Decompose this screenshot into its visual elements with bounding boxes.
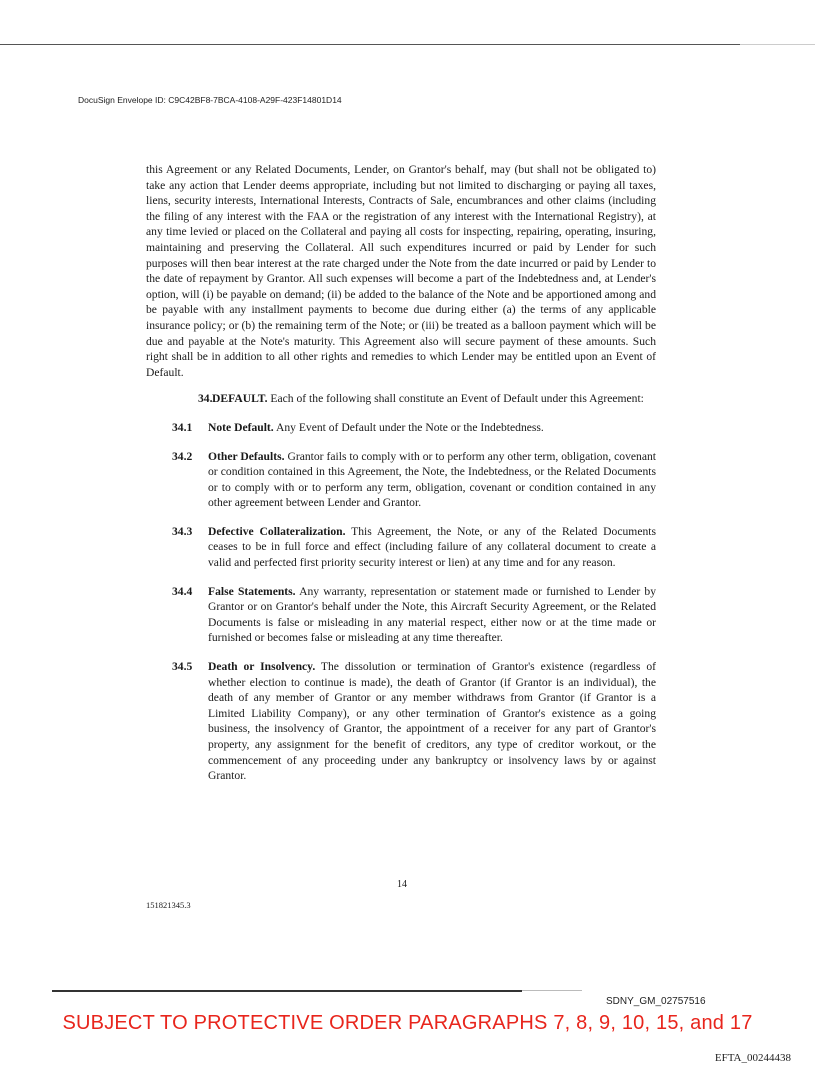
clause-title: Death or Insolvency. xyxy=(208,660,316,674)
top-divider xyxy=(0,44,740,45)
clause-34-3 xyxy=(146,524,656,571)
docusign-envelope-id: DocuSign Envelope ID: C9C42BF8-7BCA-4108-A29F-423F14801D14 xyxy=(78,95,342,105)
clause-title: Note Default. xyxy=(208,420,274,434)
clause-text: Grantor fails to comply with or to perform any other term, obligation, covenant or condition contained in this Agreement, the Note, the Indebtedness, or the Related Documents or to comply with or to perform any term, obligation, covenant or condition contained in any other agreement between Lender and Grantor. xyxy=(208,449,656,510)
clause-number: 34.3 xyxy=(172,524,193,538)
clause-34-4 xyxy=(146,584,656,646)
clause-number: 34.5 xyxy=(172,660,193,674)
section-number: 34. xyxy=(198,392,213,406)
document-id: 151821345.3 xyxy=(146,900,191,910)
top-divider-faint xyxy=(740,44,815,45)
section-text: Each of the following shall constitute an Event of Default under this Agreement: xyxy=(270,392,644,406)
clause-number: 34.2 xyxy=(172,449,193,463)
bates-number: SDNY_GM_02757516 xyxy=(606,996,706,1007)
clause-text: This Agreement, the Note, or any of the Related Documents ceases to be in full force and effect (including failure of any collateral document to create a valid and perfected first priority security interest or lien) at any time and for any reason. xyxy=(208,524,656,570)
efta-number: EFTA_00244438 xyxy=(714,1052,791,1064)
clause-title: Defective Collateralization. xyxy=(208,524,346,538)
section-title: DEFAULT. xyxy=(212,392,268,406)
clause-title: False Statements. xyxy=(208,584,296,598)
bottom-divider xyxy=(52,990,522,992)
clause-34-2 xyxy=(146,449,656,511)
clause-text: Any Event of Default under the Note or the Indebtedness. xyxy=(275,420,544,434)
clause-number: 34.1 xyxy=(172,420,193,434)
bottom-divider-faint xyxy=(522,990,582,991)
clause-text: Any warranty, representation or statement made or furnished to Lender by Grantor or on Grantor's behalf under the Note, this Aircraft Security Agreement, or the Related Documents is false or misleading in any material respect, either now or at the time made or furnished or becomes false or misleading at any time thereafter. xyxy=(208,584,656,645)
clause-number: 34.4 xyxy=(172,584,193,598)
section-34-heading xyxy=(146,391,656,407)
protective-order-banner: SUBJECT TO PROTECTIVE ORDER PARAGRAPHS 7, 8, 9, 10, 15, and 17 xyxy=(62,1012,753,1034)
clause-34-1 xyxy=(146,420,656,436)
document-body xyxy=(146,162,656,797)
clause-title: Other Defaults. xyxy=(208,449,285,463)
clause-34-5 xyxy=(146,659,656,784)
page-number: 14 xyxy=(397,879,407,890)
clause-text: The dissolution or termination of Grantor's existence (regardless of whether election to continue is made), the death of Grantor (if Grantor is an individual), the death of any member of Grantor or any member withdraws from Grantor (if Grantor is a Limited Liability Company), or any other termination of Grantor's existence as a going business, the insolvency of Grantor, the appointment of a receiver for any part of Grantor's property, any assignment for the benefit of creditors, any type of creditor workout, or the commencement of any proceeding under any bankruptcy or insolvency laws by or against Grantor. xyxy=(208,660,656,783)
intro-paragraph: this Agreement or any Related Documents, Lender, on Grantor's behalf, may (but shall not be obligated to) take any action that Lender deems appropriate, including but not limited to discharging or paying all taxes, liens, security interests, International Interests, Contracts of Sale, encumbrances and other claims (including the filing of any interest with the FAA or the registration of any interest with the International Registry), at any time levied or placed on the Collateral and paying all costs for inspecting, repairing, operating, insuring, maintaining and preserving the Collateral. All such expenditures incurred or paid by Lender for such purposes will then bear interest at the rate charged under the Note from the date incurred or paid by Lender to the date of repayment by Grantor. All such expenses will become a part of the Indebtedness and, at Lender's option, will (i) be payable on demand; (ii) be added to the balance of the Note and be apportioned among and be payable with any installment payments to become due during either (a) the terms of any applicable insurance policy; or (b) the remaining term of the Note; or (iii) be treated as a balloon payment which will be due and payable at the Note's maturity. This Agreement also will secure payment of these amounts. Such right shall be in addition to all other rights and remedies to which Lender may be entitled upon an Event of Default. xyxy=(146,163,656,379)
